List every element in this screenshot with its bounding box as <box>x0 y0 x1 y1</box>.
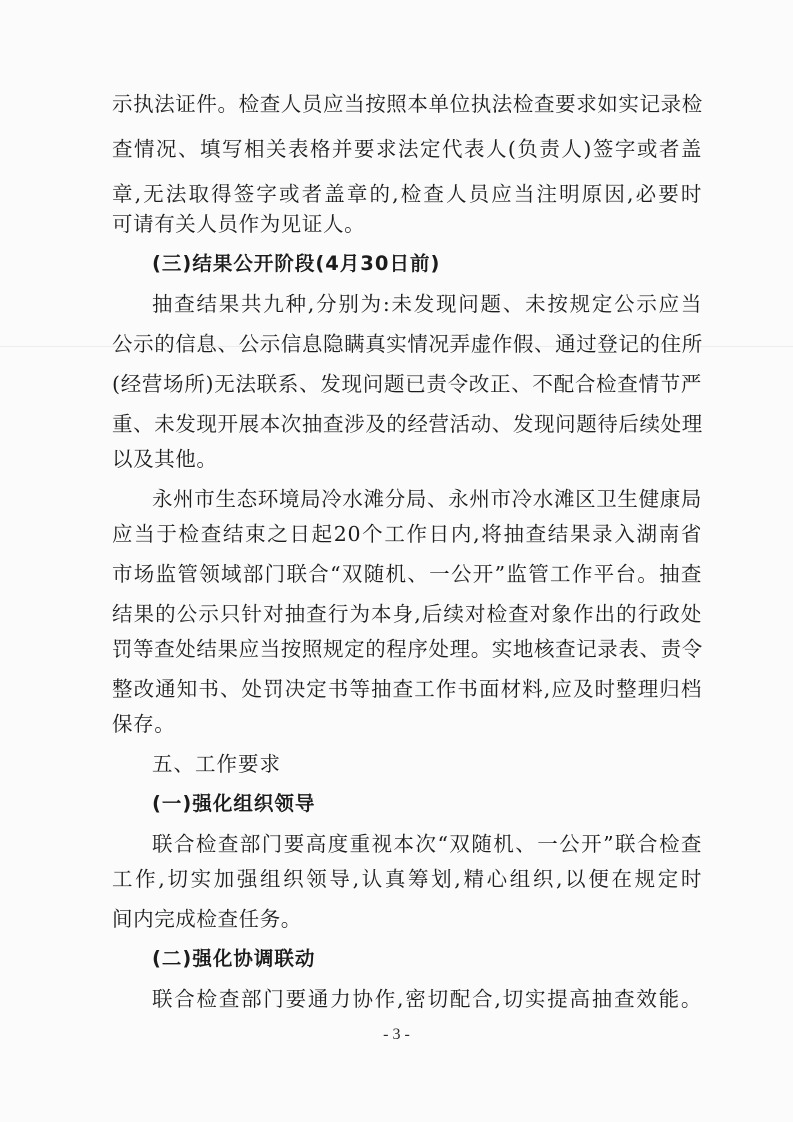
section-heading-organization: (一)强化组织领导 <box>152 792 316 815</box>
body-line: 工作,切实加强组织领导,认真筹划,精心组织,以便在规定时 <box>112 867 702 891</box>
section-heading-work-requirements: 五、工作要求 <box>152 752 281 776</box>
body-line: 联合检查部门要高度重视本次“双随机、一公开”联合检查 <box>152 832 702 856</box>
body-line: 抽查结果共九种,分别为:未发现问题、未按规定公示应当 <box>152 292 702 316</box>
section-heading-coordination: (二)强化协调联动 <box>152 947 316 970</box>
body-line: 结果的公示只针对抽查行为本身,后续对检查对象作出的行政处 <box>112 602 702 626</box>
body-line: 重、未发现开展本次抽查涉及的经营活动、发现问题待后续处理 <box>112 412 703 436</box>
body-line: 章,无法取得签字或者盖章的,检查人员应当注明原因,必要时 <box>112 182 702 206</box>
body-line: 保存。 <box>112 712 176 736</box>
page-number: - 3 - <box>383 1026 410 1043</box>
body-line: 公示的信息、公示信息隐瞒真实情况弄虚作假、通过登记的住所 <box>112 332 703 356</box>
body-line: 以及其他。 <box>112 447 218 471</box>
body-line: 间内完成检查任务。 <box>112 907 302 931</box>
body-line: 市场监管领域部门联合“双随机、一公开”监管工作平台。抽查 <box>112 562 702 586</box>
body-line: 示执法证件。检查人员应当按照本单位执法检查要求如实记录检 <box>112 92 703 116</box>
body-line: 整改通知书、处罚决定书等抽查工作书面材料,应及时整理归档 <box>112 677 702 701</box>
body-line: 罚等查处结果应当按照规定的程序处理。实地核查记录表、责令 <box>112 637 703 661</box>
body-line: (经营场所)无法联系、发现问题已责令改正、不配合检查情节严 <box>112 372 702 396</box>
section-heading-results-disclosure: (三)结果公开阶段(4月30日前) <box>152 252 441 275</box>
body-line: 应当于检查结束之日起20个工作日内,将抽查结果录入湖南省 <box>112 522 702 546</box>
body-line: 永州市生态环境局冷水滩分局、永州市冷水滩区卫生健康局 <box>152 487 702 511</box>
body-line: 联合检查部门要通力协作,密切配合,切实提高抽查效能。 <box>152 987 702 1011</box>
body-line: 可请有关人员作为见证人。 <box>112 212 366 236</box>
body-line: 查情况、填写相关表格并要求法定代表人(负责人)签字或者盖 <box>112 137 702 161</box>
